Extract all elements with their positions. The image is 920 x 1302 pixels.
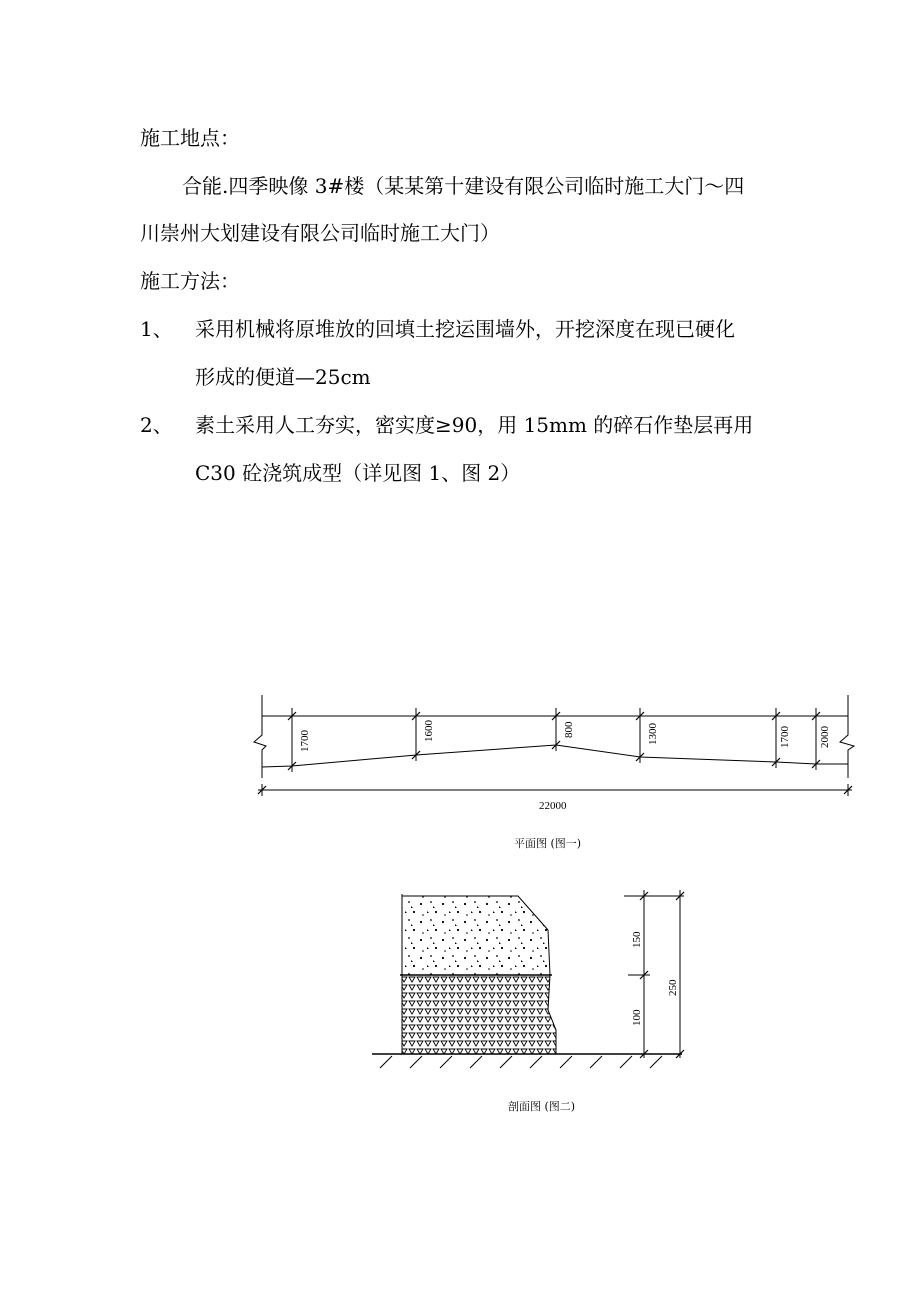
site-heading: 施工地点： [140,126,240,150]
item-2-line-2: C30 砼浇筑成型（详见图 1、图 2） [195,461,521,485]
plan-dim-1300: 1300 [647,723,659,745]
section-dim-100: 100 [631,1009,643,1026]
item-1-number: 1、 [140,317,173,341]
plan-dim-1700-b: 1700 [779,726,791,748]
plan-caption: 平面图 (图一) [514,837,582,850]
section-caption: 剖面图 (图二) [508,1100,576,1113]
gravel-layer [402,975,556,1054]
section-dim-150: 150 [631,931,643,948]
item-1-line-2: 形成的便道—25cm [195,365,371,389]
plan-dim-1600: 1600 [423,720,435,742]
plan-dim-800: 800 [563,721,575,738]
item-2-line-1: 素土采用人工夯实，密实度≥90，用 15mm 的碎石作垫层再用 [195,413,754,437]
plan-right-break [840,695,854,778]
concrete-layer [402,896,550,975]
plan-view [254,695,854,796]
plan-dim-1700-a: 1700 [299,730,311,752]
plan-overall-dim: 22000 [539,800,567,812]
item-2-number: 2、 [140,413,173,437]
plan-bottom-edge [262,745,848,767]
method-heading: 施工方法： [140,269,240,293]
item-1-line-1: 采用机械将原堆放的回填土挖运围墙外，开挖深度在现已硬化 [195,317,735,341]
site-text-line-2: 川崇州大划建设有限公司临时施工大门） [140,221,500,245]
section-dim-250: 250 [667,979,679,996]
section-view [372,890,684,1068]
plan-dim-2000: 2000 [819,726,831,748]
plan-left-break [254,695,266,778]
site-text-line-1: 合能.四季映像 3#楼（某某第十建设有限公司临时施工大门～四 [182,174,745,198]
